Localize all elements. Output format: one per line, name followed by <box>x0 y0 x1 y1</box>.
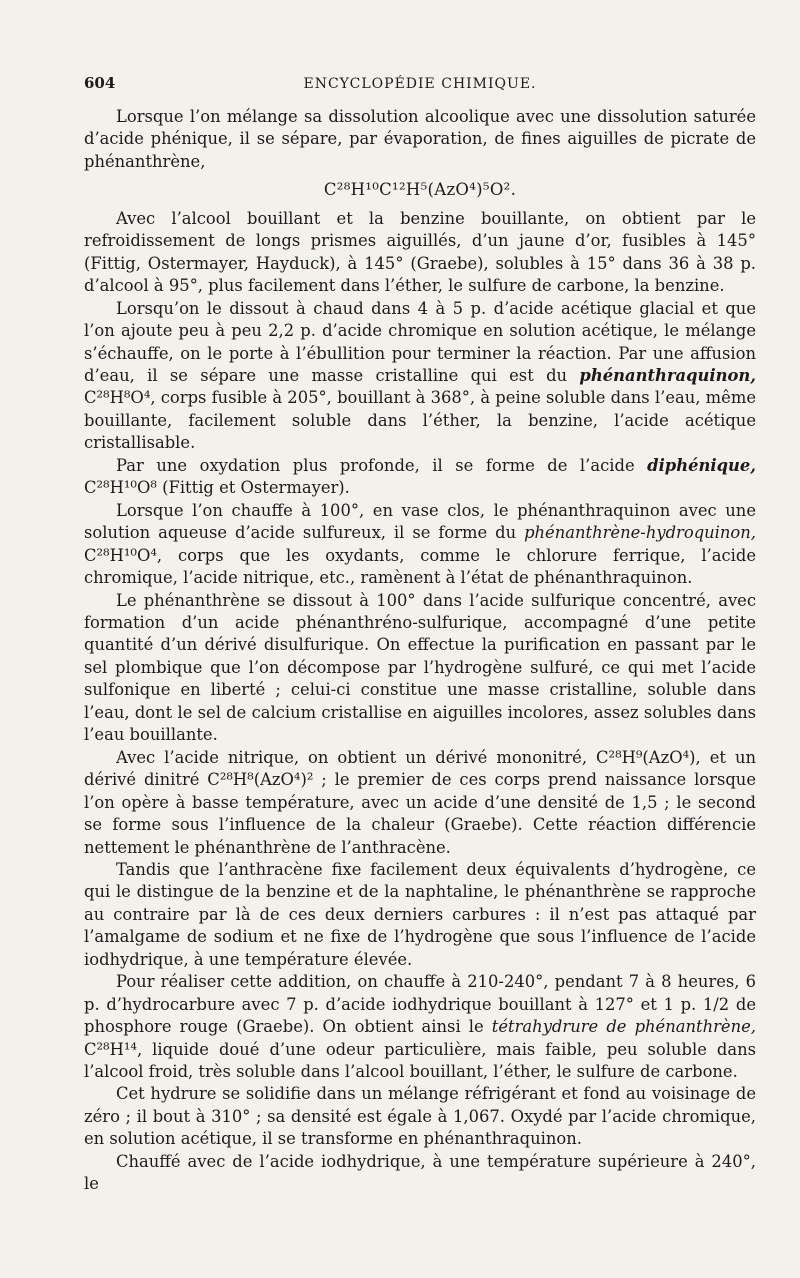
paragraph-text: Pour réaliser cette addition, on chauffe à 210-240°, pendant 7 à 8 heures, 6 p. d’hydrocarbure avec 7 p. d’acide iodhydrique bouillant à 127° et 1 p. 1/2 de phosphore rouge (Graebe). On obtient ainsi le <box>84 972 756 1037</box>
paragraph-hydroquinon <box>84 500 756 590</box>
paragraph-text: C²⁸H⁸O⁴, corps fusible à 205°, bouillant à 368°, à peine soluble dans l’eau, même bouillante, facilement soluble dans l’éther, la benzine, l’acide acétique cristallisable. <box>84 388 756 453</box>
paragraph-text: C²⁸H¹⁰O⁸ (Fittig et Ostermayer). <box>84 478 350 498</box>
paragraph-text: Lorsque l’on chauffe à 100°, en vase clos, le phénanthraquinon avec une solution aqueuse d’acide sulfureux, il se forme du <box>84 500 756 543</box>
term-tetrahydrure: tétrahydrure de phénanthrène, <box>491 1017 756 1037</box>
paragraph-iodhydrique <box>84 1151 756 1196</box>
paragraph-picrate <box>84 106 756 173</box>
paragraph-text: Chauffé avec de l’acide iodhydrique, à une température supérieure à 240°, le <box>84 1151 756 1194</box>
paragraph-text: Cet hydrure se solidifie dans un mélange réfrigérant et fond au voisinage de zéro ; il bout à 310° ; sa densité est égale à 1,067. Oxydé par l’acide chromique, en solution acétique, il se transforme en phénanthraquinon. <box>84 1084 756 1149</box>
paragraph-text: Avec l’acide nitrique, on obtient un dérivé mononitré, C²⁸H⁹(AzO⁴), et un dérivé dinitré C²⁸H⁸(AzO⁴)² ; le premier de ces corps prend naissance lorsque l’on opère à basse température, avec un acide d’une densité de 1,5 ; le second se forme sous l’influence de la chaleur (Graebe). Cette réaction différencie nettement le phénanthrène de l’anthracène. <box>84 747 756 857</box>
paragraph-phenanthraquinon <box>84 298 756 455</box>
term-hydroquinon: phénanthrène-hydroquinon, <box>524 523 756 543</box>
paragraph-text: Tandis que l’anthracène fixe facilement deux équivalents d’hydrogène, ce qui le distingue de la benzine et de la naphtaline, le phénanthrène se rapproche au contraire par là de ces deux derniers carbures : il n’est pas attaqué par l’amalgame de sodium et ne fixe de l’hydrogène que sous l’influence de l’acide iodhydrique, à une température élevée. <box>84 859 756 969</box>
paragraph-sulfurique <box>84 590 756 747</box>
paragraph-hydrogene <box>84 859 756 971</box>
page-number: 604 <box>84 74 116 92</box>
paragraph-text: C²⁸H¹⁴, liquide doué d’une odeur particulière, mais faible, peu soluble dans l’alcool froid, très soluble dans l’alcool bouillant, l’éther, le sulfure de carbone. <box>84 1039 756 1082</box>
formula-picrate: C²⁸H¹⁰C¹²H⁵(AzO⁴)⁵O². <box>323 180 517 200</box>
paragraph-text: Lorsqu’on le dissout à chaud dans 4 à 5 p. d’acide acétique glacial et que l’on ajoute peu à peu 2,2 p. d’acide chromique en solution acétique, le mélange s’échauffe, on le porte à l’ébullition pour terminer la réaction. Par une affusion d’eau, il se sépare une masse cristalline qui est du <box>84 298 756 385</box>
paragraph-text: Avec l’alcool bouillant et la benzine bouillante, on obtient par le refroidissement de longs prismes aiguillés, d’un jaune d’or, fusibles à 145° (Fittig, Ostermayer, Hayduck), à 145° (Graebe), solubles à 15° dans 36 à 38 p. d’alcool à 95°, plus facilement dans l’éther, le sulfure de carbone, la benzine. <box>84 208 756 296</box>
paragraph-text: Par une oxydation plus profonde, il se forme de l’acide <box>116 455 648 475</box>
paragraph-text: Le phénanthrène se dissout à 100° dans l’acide sulfurique concentré, avec formation d’un acide phénanthréno-sulfurique, accompagné d’une petite quantité d’un dérivé disulfurique. On effectue la purification en passant par le sel plombique que l’on décompose par l’hydrogène sulfuré, ce qui met l’acide sulfonique en liberté ; celui-ci constitue une masse cristalline, soluble dans l’eau, dont le sel de calcium cristallise en aiguilles incolores, assez solubles dans l’eau bouillante. <box>84 590 756 745</box>
paragraph-text: C²⁸H¹⁰O⁴, corps que les oxydants, comme le chlorure ferrique, l’acide chromique, l’acide nitrique, etc., ramènent à l’état de phénanthraquinon. <box>84 545 756 588</box>
body-text <box>84 106 756 1196</box>
paragraph-tetrahydrure <box>84 971 756 1083</box>
paragraph-hydrure <box>84 1083 756 1150</box>
paragraph-nitrique <box>84 747 756 859</box>
paragraph-diphenique <box>84 455 756 500</box>
page-header <box>84 74 756 92</box>
term-phenanthraquinon: phénanthraquinon, <box>579 365 756 385</box>
paragraph-text: Lorsque l’on mélange sa dissolution alcoolique avec une dissolution saturée d’acide phénique, il se sépare, par évaporation, de fines aiguilles de picrate de phénanthrène, <box>84 107 756 171</box>
term-acide-diphenique: diphénique, <box>647 455 756 475</box>
running-head: ENCYCLOPÉDIE CHIMIQUE. <box>303 76 537 92</box>
paragraph-crystals <box>84 208 756 298</box>
